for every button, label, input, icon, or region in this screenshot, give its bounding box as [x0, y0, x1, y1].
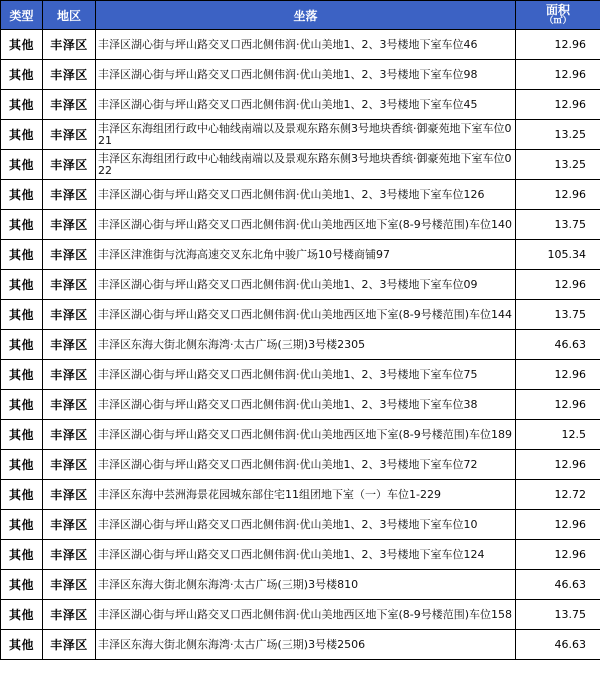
cell-size: 13.25: [516, 120, 600, 150]
cell-location: 丰泽区湖心街与坪山路交叉口西北侧伟润·优山美地西区地下室(8-9号楼范围)车位144: [96, 300, 516, 330]
table-row: [1, 300, 600, 330]
cell-location: 丰泽区东海大街北侧东海湾·太古广场(三期)3号楼2506: [96, 630, 516, 660]
cell-size: 12.96: [516, 180, 600, 210]
cell-type: 其他: [1, 30, 43, 60]
header-row: [1, 1, 600, 30]
cell-location: 丰泽区湖心街与坪山路交叉口西北侧伟润·优山美地西区地下室(8-9号楼范围)车位158: [96, 600, 516, 630]
cell-type: 其他: [1, 510, 43, 540]
cell-area: 丰泽区: [43, 300, 96, 330]
cell-location: 丰泽区湖心街与坪山路交叉口西北侧伟润·优山美地1、2、3号楼地下室车位45: [96, 90, 516, 120]
cell-area: 丰泽区: [43, 510, 96, 540]
cell-size: 13.75: [516, 210, 600, 240]
cell-type: 其他: [1, 120, 43, 150]
cell-size: 12.5: [516, 420, 600, 450]
cell-location: 丰泽区津淮街与沈海高速交叉东北角中骏广场10号楼商铺97: [96, 240, 516, 270]
table-row: [1, 360, 600, 390]
header-area: 地区: [43, 1, 96, 30]
cell-location: 丰泽区东海组团行政中心轴线南端以及景观东路东侧3号地块香缤·御豪苑地下室车位021: [96, 120, 516, 150]
cell-size: 12.96: [516, 390, 600, 420]
cell-type: 其他: [1, 420, 43, 450]
cell-area: 丰泽区: [43, 480, 96, 510]
cell-type: 其他: [1, 300, 43, 330]
watermark: [506, 664, 596, 686]
cell-area: 丰泽区: [43, 630, 96, 660]
cell-area: 丰泽区: [43, 360, 96, 390]
table-row: [1, 600, 600, 630]
cell-area: 丰泽区: [43, 390, 96, 420]
cell-size: 46.63: [516, 630, 600, 660]
cell-location: 丰泽区东海大街北侧东海湾·太古广场(三期)3号楼810: [96, 570, 516, 600]
cell-area: 丰泽区: [43, 330, 96, 360]
table-row: [1, 510, 600, 540]
table-row: [1, 480, 600, 510]
table-row: [1, 450, 600, 480]
cell-location: 丰泽区湖心街与坪山路交叉口西北侧伟润·优山美地1、2、3号楼地下室车位10: [96, 510, 516, 540]
table-row: [1, 30, 600, 60]
cell-location: 丰泽区湖心街与坪山路交叉口西北侧伟润·优山美地1、2、3号楼地下室车位46: [96, 30, 516, 60]
table-row: [1, 180, 600, 210]
cell-area: 丰泽区: [43, 180, 96, 210]
cell-size: 12.96: [516, 510, 600, 540]
cell-location: 丰泽区东海中芸洲海景花园城东部住宅11组团地下室（一）车位1-229: [96, 480, 516, 510]
table-row: [1, 90, 600, 120]
cell-area: 丰泽区: [43, 120, 96, 150]
cell-location: 丰泽区湖心街与坪山路交叉口西北侧伟润·优山美地1、2、3号楼地下室车位98: [96, 60, 516, 90]
cell-area: 丰泽区: [43, 30, 96, 60]
cell-size: 46.63: [516, 330, 600, 360]
cell-location: 丰泽区湖心街与坪山路交叉口西北侧伟润·优山美地1、2、3号楼地下室车位126: [96, 180, 516, 210]
header-location: 坐落: [96, 1, 516, 30]
header-size-unit: （㎡）: [544, 15, 572, 26]
cell-location: 丰泽区东海组团行政中心轴线南端以及景观东路东侧3号地块香缤·御豪苑地下室车位022: [96, 150, 516, 180]
cell-size: 105.34: [516, 240, 600, 270]
cell-location: 丰泽区湖心街与坪山路交叉口西北侧伟润·优山美地西区地下室(8-9号楼范围)车位189: [96, 420, 516, 450]
cell-type: 其他: [1, 150, 43, 180]
cell-type: 其他: [1, 270, 43, 300]
table-row: [1, 630, 600, 660]
cell-size: 13.25: [516, 150, 600, 180]
cell-type: 其他: [1, 60, 43, 90]
cell-area: 丰泽区: [43, 270, 96, 300]
cell-area: 丰泽区: [43, 570, 96, 600]
cell-area: 丰泽区: [43, 420, 96, 450]
cell-location: 丰泽区湖心街与坪山路交叉口西北侧伟润·优山美地1、2、3号楼地下室车位124: [96, 540, 516, 570]
cell-type: 其他: [1, 390, 43, 420]
cell-type: 其他: [1, 630, 43, 660]
cell-area: 丰泽区: [43, 90, 96, 120]
cell-size: 12.96: [516, 450, 600, 480]
cell-location: 丰泽区湖心街与坪山路交叉口西北侧伟润·优山美地1、2、3号楼地下室车位72: [96, 450, 516, 480]
header-size: [516, 1, 600, 30]
table-row: [1, 150, 600, 180]
cell-size: 12.96: [516, 90, 600, 120]
table-row: [1, 60, 600, 90]
cell-type: 其他: [1, 600, 43, 630]
cell-type: 其他: [1, 540, 43, 570]
table-row: [1, 330, 600, 360]
cell-type: 其他: [1, 240, 43, 270]
cell-size: 13.75: [516, 600, 600, 630]
table-row: [1, 210, 600, 240]
cell-size: 13.75: [516, 300, 600, 330]
cell-location: 丰泽区湖心街与坪山路交叉口西北侧伟润·优山美地1、2、3号楼地下室车位38: [96, 390, 516, 420]
cell-size: 12.96: [516, 60, 600, 90]
cell-area: 丰泽区: [43, 150, 96, 180]
header-size-label: 面积: [545, 2, 570, 17]
cell-type: 其他: [1, 450, 43, 480]
cell-type: 其他: [1, 570, 43, 600]
table-row: [1, 420, 600, 450]
cell-area: 丰泽区: [43, 540, 96, 570]
cell-location: 丰泽区湖心街与坪山路交叉口西北侧伟润·优山美地1、2、3号楼地下室车位09: [96, 270, 516, 300]
cell-size: 12.96: [516, 270, 600, 300]
table-body: [1, 30, 600, 660]
cell-type: 其他: [1, 210, 43, 240]
table-row: [1, 120, 600, 150]
cell-type: 其他: [1, 330, 43, 360]
cell-size: 46.63: [516, 570, 600, 600]
table-row: [1, 570, 600, 600]
cell-location: 丰泽区湖心街与坪山路交叉口西北侧伟润·优山美地西区地下室(8-9号楼范围)车位140: [96, 210, 516, 240]
cell-location: 丰泽区东海大街北侧东海湾·太古广场(三期)3号楼2305: [96, 330, 516, 360]
cell-area: 丰泽区: [43, 240, 96, 270]
table-row: [1, 390, 600, 420]
cell-size: 12.96: [516, 360, 600, 390]
table-row: [1, 270, 600, 300]
cell-area: 丰泽区: [43, 60, 96, 90]
cell-location: 丰泽区湖心街与坪山路交叉口西北侧伟润·优山美地1、2、3号楼地下室车位75: [96, 360, 516, 390]
cell-area: 丰泽区: [43, 210, 96, 240]
cell-type: 其他: [1, 480, 43, 510]
cell-size: 12.72: [516, 480, 600, 510]
cell-area: 丰泽区: [43, 600, 96, 630]
cell-size: 12.96: [516, 540, 600, 570]
table-row: [1, 540, 600, 570]
header-type: 类型: [1, 1, 43, 30]
table-row: [1, 240, 600, 270]
cell-area: 丰泽区: [43, 450, 96, 480]
cell-type: 其他: [1, 360, 43, 390]
cell-type: 其他: [1, 90, 43, 120]
cell-type: 其他: [1, 180, 43, 210]
cell-size: 12.96: [516, 30, 600, 60]
